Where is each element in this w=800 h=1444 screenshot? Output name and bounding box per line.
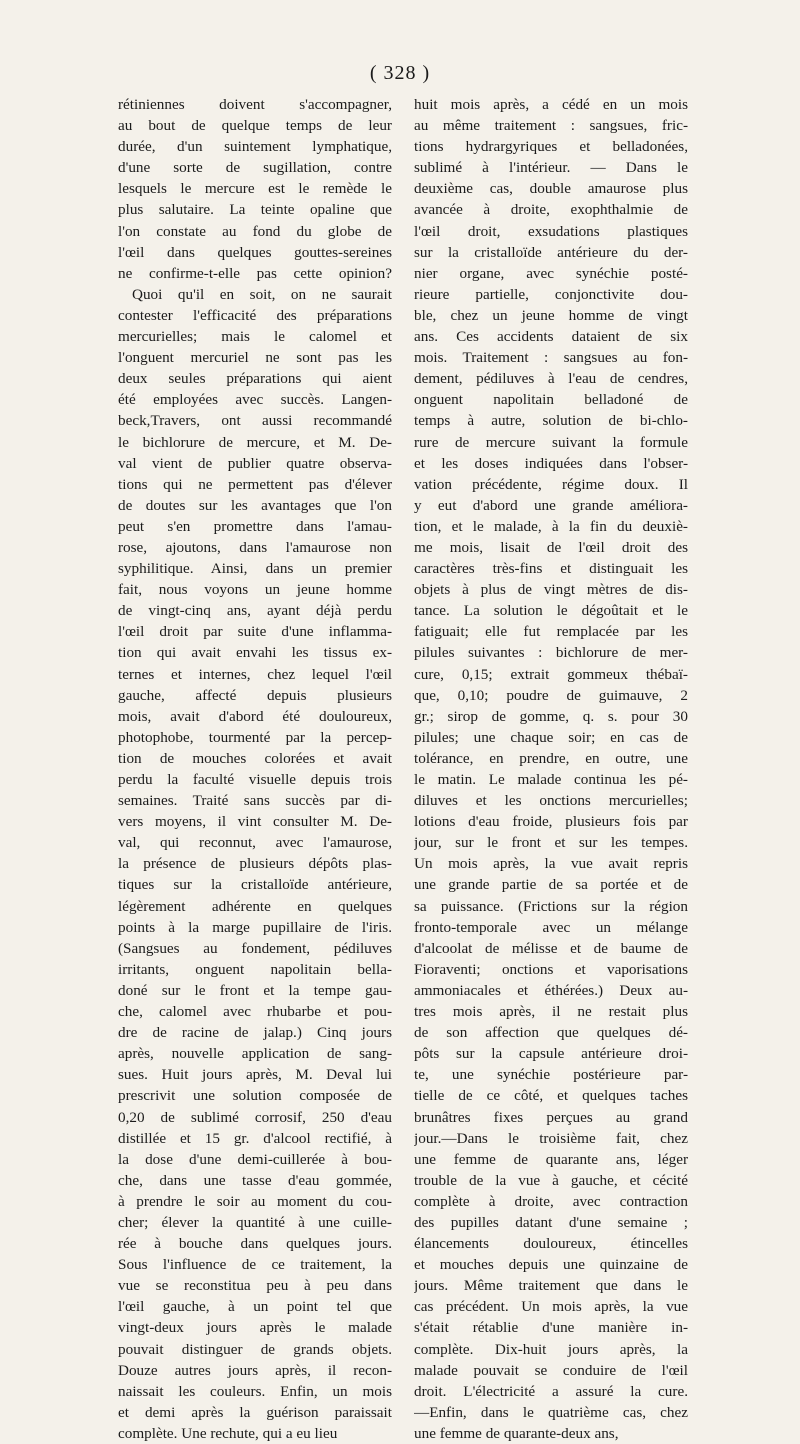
text-line: gauche, affecté depuis plusieurs — [118, 686, 392, 704]
text-line: l'œil gauche, à un point tel que — [118, 1298, 392, 1316]
text-line: prescrivit une solution composée de — [118, 1087, 392, 1105]
text-line: de doutes sur les avantages que l'on — [118, 496, 392, 514]
text-line: semaines. Traité sans succès par di- — [118, 792, 392, 810]
text-line: —Enfin, dans le quatrième cas, chez — [414, 1403, 688, 1421]
text-line: durée, d'un suintement lymphatique, — [118, 138, 392, 156]
text-line: sues. Huit jours après, M. Deval lui — [118, 1066, 392, 1084]
text-line: Sous l'influence de ce traitement, la — [118, 1256, 392, 1274]
text-line: droit. L'électricité a assuré la cure. — [414, 1382, 688, 1400]
text-line: ternes et internes, chez lequel l'œil — [118, 665, 392, 683]
text-line: légèrement adhérente en quelques — [118, 897, 392, 915]
text-line: dement, pédiluves à l'eau de cendres, — [414, 370, 688, 388]
text-line: te, une synéchie postérieure par- — [414, 1066, 688, 1084]
text-line: doné sur le front et la tempe gau- — [118, 981, 392, 999]
text-line: mois. Traitement : sangsues au fon- — [414, 349, 688, 367]
text-line: au bout de quelque temps de leur — [118, 117, 392, 135]
text-line: distillée et 15 gr. d'alcool rectifié, à — [118, 1129, 392, 1147]
text-line: fatiguait; elle fut remplacée par les — [414, 623, 688, 641]
text-line: val, qui reconnut, avec l'amaurose, — [118, 834, 392, 852]
text-line: vue se reconstitua peu à peu dans — [118, 1277, 392, 1295]
text-line: pôts sur la capsule antérieure droi- — [414, 1045, 688, 1063]
text-line: lotions d'eau froide, plusieurs fois par — [414, 813, 688, 831]
text-line: caractères très-fins et distinguait les — [414, 560, 688, 578]
text-line: élancements douloureux, étincelles — [414, 1235, 688, 1253]
text-line: jour, sur le front et sur les tempes. — [414, 834, 688, 852]
text-line: syphilitique. Ainsi, dans un premier — [118, 560, 392, 578]
text-line: sublimé à l'intérieur. — Dans le — [414, 159, 688, 177]
text-line: l'onguent mercuriel ne sont pas les — [118, 349, 392, 367]
text-line: deuxième cas, double amaurose plus — [414, 180, 688, 198]
page-number: ( 328 ) — [369, 62, 431, 84]
text-line: tions hydrargyriques et belladonées, — [414, 138, 688, 156]
text-line: complète. Une rechute, qui a eu lieu — [118, 1424, 338, 1442]
text-line: huit mois après, a cédé en un mois — [414, 96, 688, 113]
text-line: à prendre le soir au moment du cou- — [118, 1192, 392, 1210]
text-line: tres mois après, il ne restait plus — [414, 1003, 688, 1021]
text-line: naissait les couleurs. Enfin, un mois — [118, 1382, 392, 1400]
text-line: ans. Ces accidents dataient de six — [414, 328, 688, 346]
text-line: et demi après la guérison paraissait — [118, 1403, 392, 1421]
text-line: trouble de la vue à gauche, et cécité — [414, 1171, 688, 1189]
text-line: plus salutaire. La teinte opaline que — [118, 201, 392, 219]
text-line: mercurielles; mais le calomel et — [118, 328, 392, 346]
text-line: tion de mouches colorées et avait — [118, 749, 392, 767]
text-line: pouvait distinguer de grands objets. — [118, 1340, 392, 1358]
text-line: rée à bouche dans quelques jours. — [118, 1235, 392, 1253]
text-line: contester l'efficacité des préparations — [118, 306, 392, 324]
text-line: tions qui ne permettent pas d'élever — [118, 475, 392, 493]
text-line: objets à plus de vingt mètres de dis- — [414, 581, 688, 599]
text-line: gr.; sirop de gomme, q. s. pour 30 — [414, 707, 688, 725]
text-line: que, 0,10; poudre de guimauve, 2 — [414, 686, 688, 704]
text-line: de vingt-cinq ans, ayant déjà perdu — [118, 602, 392, 620]
text-line: le bichlorure de mercure, et M. De- — [118, 433, 392, 451]
text-line: cure, 0,15; extrait gommeux thébaï- — [414, 665, 688, 683]
text-line: l'œil droit, exsudations plastiques — [414, 222, 688, 240]
text-line: fait, nous voyons un jeune homme — [118, 581, 392, 599]
text-line: la dose d'une demi-cuillerée à bou- — [118, 1150, 392, 1168]
left-text-column — [118, 94, 392, 1444]
text-line: l'on constate au fond du globe de — [118, 222, 392, 240]
text-line: ble, chez un jeune homme de vingt — [414, 306, 688, 324]
text-line: avancée à droite, exophthalmie de — [414, 201, 688, 219]
text-line: mois, avait d'abord été douloureux, — [118, 707, 392, 725]
right-text-column — [414, 94, 688, 1444]
text-line: rétiniennes doivent s'accompagner, — [118, 96, 392, 113]
text-line: Quoi qu'il en soit, on ne saurait — [132, 285, 392, 303]
text-line: tiques sur la cristalloïde antérieure, — [118, 876, 392, 894]
text-line: complète à droite, avec contraction — [414, 1192, 688, 1210]
text-line: vingt-deux jours après le malade — [118, 1319, 392, 1337]
text-line: temps à autre, solution de bi-chlo- — [414, 412, 688, 430]
text-line: photophobe, tourmenté par la percep- — [118, 728, 392, 746]
text-line: tance. La solution le dégoûtait et le — [414, 602, 688, 620]
text-line: jours. Même traitement que dans le — [414, 1277, 688, 1295]
text-line: val vient de publier quatre observa- — [118, 454, 392, 472]
text-line: lesquels le mercure est le remède le — [118, 180, 392, 198]
text-line: Fioraventi; onctions et vaporisations — [414, 960, 688, 978]
text-line: 0,20 de sublimé corrosif, 250 d'eau — [118, 1108, 392, 1126]
text-line: malade pouvait se conduire de l'œil — [414, 1361, 688, 1379]
text-line: y eut d'abord une grande améliora- — [414, 496, 688, 514]
text-line: deux seules préparations qui aient — [118, 370, 392, 388]
text-line: l'œil droit par suite d'une inflamma- — [118, 623, 392, 641]
text-line: d'alcoolat de mélisse et de baume de — [414, 939, 688, 957]
text-line: points à la marge pupillaire de l'iris. — [118, 918, 392, 936]
text-line: dre de racine de jalap.) Cinq jours — [118, 1024, 392, 1042]
text-line: (Sangsues au fondement, pédiluves — [118, 939, 392, 957]
text-line: sur la cristalloïde antérieure du der- — [414, 243, 688, 261]
text-line: rieure partielle, conjonctivite dou- — [414, 285, 688, 303]
text-line: et les doses indiquées dans l'obser- — [414, 454, 688, 472]
text-line: le matin. Le malade continua les pé- — [414, 771, 688, 788]
text-line: nier organe, avec synéchie posté- — [414, 264, 688, 282]
text-line: rure de mercure suivant la formule — [414, 433, 688, 451]
text-line: perdu la faculté visuelle depuis trois — [118, 771, 392, 788]
text-line: une femme de quarante ans, léger — [414, 1150, 688, 1168]
text-line: vers moyens, il vint consulter M. De- — [118, 813, 392, 831]
text-line: fronto-temporale avec un mélange — [414, 918, 688, 936]
text-line: au même traitement : sangsues, fric- — [414, 117, 688, 135]
text-line: cher; élever la quantité à une cuille- — [118, 1213, 392, 1231]
text-line: été employées avec succès. Langen- — [118, 391, 392, 409]
text-line: peut s'en promettre dans l'amau- — [118, 517, 392, 535]
text-line: tielle de ce côté, et quelques taches — [414, 1087, 688, 1105]
text-line: Douze autres jours après, il recon- — [118, 1361, 392, 1379]
text-line: tolérance, en prendre, en outre, une — [414, 749, 688, 767]
text-line: s'était rétablie d'une manière in- — [414, 1319, 688, 1337]
text-line: la présence de plusieurs dépôts plas- — [118, 855, 392, 873]
text-line: brunâtres fixes perçues au grand — [414, 1108, 688, 1126]
text-line: d'une sorte de sugillation, contre — [118, 159, 392, 177]
text-line: après, nouvelle application de sang- — [118, 1045, 392, 1063]
text-line: cas précédent. Un mois après, la vue — [414, 1298, 688, 1316]
text-line: une femme de quarante-deux ans, — [414, 1424, 619, 1442]
text-line: me mois, lisait de l'œil droit des — [414, 538, 688, 556]
text-line: diluves et les onctions mercurielles; — [414, 792, 688, 810]
text-line: beck,Travers, ont aussi recommandé — [118, 412, 392, 430]
text-line: ne confirme-t-elle pas cette opinion? — [118, 264, 392, 282]
text-line: tion qui avait envahi les tissus ex- — [118, 644, 392, 662]
text-line: de son affection que quelques dé- — [414, 1024, 688, 1042]
text-line: tion, et le malade, à la fin du deuxiè- — [414, 517, 688, 535]
text-line: pilules suivantes : bichlorure de mer- — [414, 644, 688, 662]
text-line: et mouches depuis une quinzaine de — [414, 1256, 688, 1274]
text-line: complète. Dix-huit jours après, la — [414, 1340, 688, 1358]
text-line: onguent napolitain belladoné de — [414, 391, 688, 409]
text-line: irritants, onguent napolitain bella- — [118, 960, 392, 978]
text-line: une grande partie de sa portée et de — [414, 876, 688, 894]
text-line: vation précédente, régime doux. Il — [414, 475, 688, 493]
text-line: che, calomel avec rhubarbe et pou- — [118, 1003, 392, 1021]
text-line: sa puissance. (Frictions sur la région — [414, 897, 688, 915]
text-line: che, dans une tasse d'eau gommée, — [118, 1171, 392, 1189]
text-line: des pupilles datant d'une semaine ; — [414, 1213, 688, 1231]
text-line: Un mois après, la vue avait repris — [414, 855, 688, 873]
text-line: ammoniacales et éthérées.) Deux au- — [414, 981, 688, 999]
text-line: rose, ajoutons, dans l'amaurose non — [118, 538, 392, 556]
text-line: pilules; une chaque soir; en cas de — [414, 728, 688, 746]
text-line: l'œil dans quelques gouttes-sereines — [118, 243, 392, 261]
text-line: jour.—Dans le troisième fait, chez — [414, 1129, 688, 1147]
